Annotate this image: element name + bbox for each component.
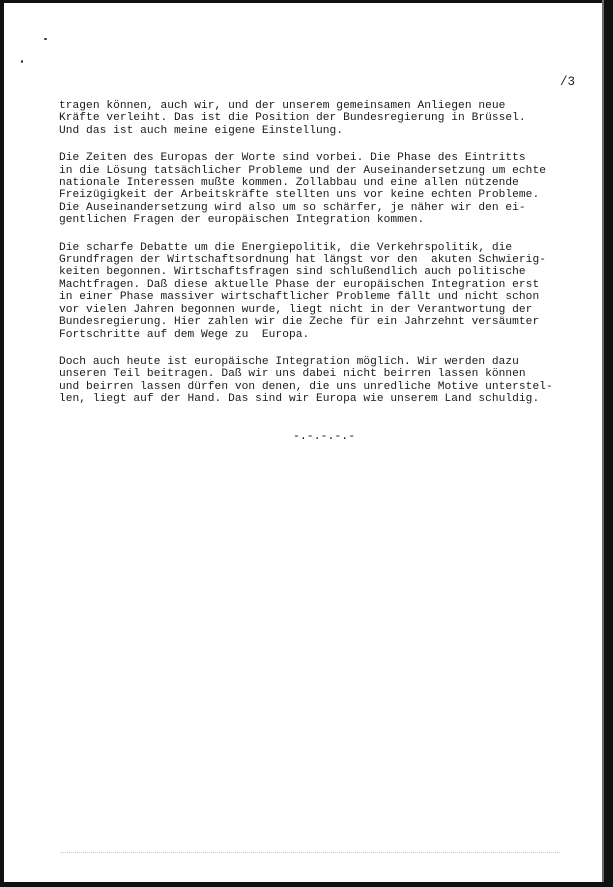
text-line: Die scharfe Debatte um die Energiepolitik, die Verkehrspolitik, die	[59, 241, 513, 254]
text-line: Fortschritte auf dem Wege zu Europa.	[59, 328, 310, 341]
body-text	[59, 100, 559, 421]
scan-footer-noise	[60, 852, 560, 854]
text-line: Die Zeiten des Europas der Worte sind vorbei. Die Phase des Eintritts	[59, 152, 526, 165]
scan-border-top	[0, 0, 613, 3]
text-line: in einer Phase massiver wirtschaftlicher Probleme fällt und nicht schon	[59, 291, 540, 304]
paragraph	[59, 100, 559, 137]
text-line: tragen können, auch wir, und der unserem gemeinsamen Anliegen neue	[59, 100, 506, 112]
scan-border-right	[604, 0, 613, 887]
text-line: und beirren lassen dürfen von denen, die uns unredliche Motive unterstel-	[59, 380, 553, 393]
closing-mark: -.-.-.-.-	[293, 430, 356, 443]
text-line: Machtfragen. Daß diese aktuelle Phase der europäischen Integration erst	[59, 278, 540, 291]
paragraph	[59, 242, 559, 341]
text-line: Freizügigkeit der Arbeitskräfte stellten uns vor keine echten Probleme.	[59, 189, 540, 202]
text-line: nationale Interessen mußte kommen. Zollabbau und eine allen nützende	[59, 177, 519, 190]
text-line: Die Auseinandersetzung wird also um so schärfer, je näher wir den ei-	[59, 201, 526, 214]
scan-speck	[21, 60, 23, 63]
text-line: unseren Teil beitragen. Daß wir uns dabei nicht beirren lassen können	[59, 368, 526, 381]
scan-speck	[44, 38, 47, 40]
scan-border-left	[0, 0, 4, 887]
page-number: /3	[560, 75, 576, 89]
paragraph	[59, 356, 559, 406]
text-line: Grundfragen der Wirtschaftsordnung hat längst vor den akuten Schwierig-	[59, 254, 546, 267]
text-line: in die Lösung tatsächlicher Probleme und der Auseinandersetzung um echte	[59, 164, 546, 177]
text-line: Kräfte verleiht. Das ist die Position der Bundesregierung in Brüssel.	[59, 112, 526, 125]
scan-border-bottom	[0, 882, 613, 887]
text-line: Bundesregierung. Hier zahlen wir die Zeche für ein Jahrzehnt versäumter	[59, 316, 540, 329]
text-line: keiten begonnen. Wirtschaftsfragen sind schlußendlich auch politische	[59, 266, 526, 279]
text-line: vor vielen Jahren begonnen wurde, liegt nicht in der Verantwortung der	[59, 303, 533, 316]
text-line: gentlichen Fragen der europäischen Integration kommen.	[59, 214, 425, 227]
paragraph	[59, 152, 559, 226]
scan-border-right-shadow	[602, 0, 604, 887]
text-line: len, liegt auf der Hand. Das sind wir Europa wie unserem Land schuldig.	[59, 393, 540, 406]
text-line: Und das ist auch meine eigene Einstellung.	[59, 124, 344, 137]
text-line: Doch auch heute ist europäische Integration möglich. Wir werden dazu	[59, 355, 519, 368]
